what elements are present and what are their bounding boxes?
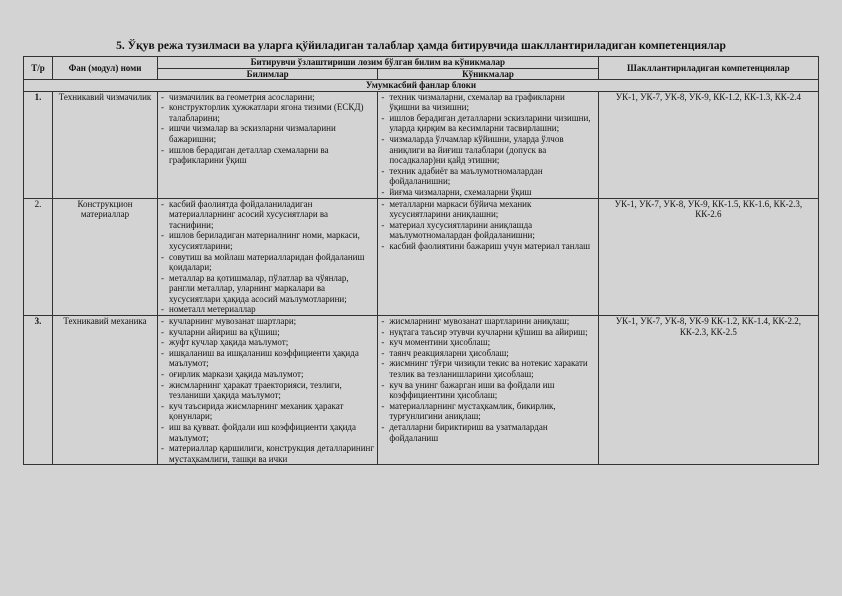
list-item: - жисмнинг тўғри чизиқли текис ва нотекис харакати тезлик ва тезланишларини ҳисоблаш; — [381, 358, 594, 379]
list-item: - ишқаланиш ва ишқаланиш коэффициенти ҳақида маълумот; — [161, 348, 374, 369]
table-row — [24, 91, 819, 198]
list-item: - материалларнинг мустаҳкамлик, бикирлик, турғунлигини аниқлаш; — [381, 401, 594, 422]
header-skills: Кўникмалар — [378, 68, 598, 80]
header-no: Т/р — [24, 57, 53, 80]
list-item: - конструкторлик ҳужжатлари ягона тизими (ЕСКД) талабларини; — [161, 102, 374, 123]
list-item: - куч моментини ҳисоблаш; — [381, 337, 594, 348]
list-item: - материал хусусиятларини аниқлашда маълумотномалардан фойдаланишни; — [381, 220, 594, 241]
knowledge-list — [161, 92, 374, 166]
competencies-cell: УК-1, УК-7, УК-8, УК-9, КК-1.5, КК-1.6, КК-2.3, КК-2.6 — [598, 198, 818, 316]
list-item: - металларни маркаси бўйича механик хусусиятларини аниқлашни; — [381, 199, 594, 220]
list-item: - касбий фаолиятини бажариш учун материал танлаш — [381, 241, 594, 252]
knowledge-list — [161, 316, 374, 464]
header-required: Битирувчи ўзлаштириши лозим бўлган билим ва кўникмалар — [158, 57, 599, 69]
skills-cell — [378, 198, 598, 316]
list-item: - ишлов берадиган деталларни эскизларини чизишни, уларда қирқим ва кесимларни тасвирлашни; — [381, 113, 594, 134]
skills-cell — [378, 91, 598, 198]
list-item: - материаллар қаршилиги, конструкция деталларининг мустаҳкамлиги, ташқи ва ички — [161, 443, 374, 464]
list-item: - жуфт кучлар ҳақида маълумот; — [161, 337, 374, 348]
list-item: - техник адабиёт ва маълумотномалардан фойдаланишни; — [381, 166, 594, 187]
knowledge-cell — [158, 198, 378, 316]
list-item: - ишчи чизмалар ва эскизларни чизмаларини бажаришни; — [161, 123, 374, 144]
header-subject: Фан (модул) номи — [53, 57, 158, 80]
knowledge-cell — [158, 91, 378, 198]
list-item: - куч таъсирида жисмларнинг механик ҳаракат қонунлари; — [161, 401, 374, 422]
knowledge-list — [161, 199, 374, 316]
list-item: - ишлов берадиган деталлар схемаларни ва графикларини ўқиш — [161, 145, 374, 166]
list-item: - ишлов бериладиган материалнинг номи, маркаси, хусусиятларини; — [161, 230, 374, 251]
header-knowledge: Билимлар — [158, 68, 378, 80]
table-row — [24, 316, 819, 465]
block-title: Умумкасбий фанлар блоки — [24, 80, 819, 92]
row-number: 2. — [24, 198, 53, 316]
subject-name: Конструкцион материаллар — [53, 198, 158, 316]
list-item: - нуқтага таъсир этувчи кучларни қўшиш ва айириш; — [381, 327, 594, 338]
header-competencies: Шакллантириладиган компетенциялар — [598, 57, 818, 80]
block-row — [24, 80, 819, 92]
list-item: - кучларни айириш ва қўшиш; — [161, 327, 374, 338]
list-item: - оғирлик маркази ҳақида маълумот; — [161, 369, 374, 380]
subject-name: Техникавий чизмачилик — [53, 91, 158, 198]
skills-list — [381, 92, 594, 198]
table-row — [24, 198, 819, 316]
list-item: - иш ва қувват. фойдали иш коэффициенти ҳақида маълумот; — [161, 422, 374, 443]
skills-list — [381, 316, 594, 443]
list-item: - жисмларнинг ҳаракат траекторияси, тезлиги, тезланиши ҳақида маълумот; — [161, 380, 374, 401]
list-item: - деталларни бириктириш ва узатмалардан фойдаланиш — [381, 422, 594, 443]
list-item: - кучларнинг мувозанат шартлари; — [161, 316, 374, 327]
list-item: - касбий фаолиятда фойдаланиладиган материалларнинг асосий хусусиятлари ва таснифини; — [161, 199, 374, 231]
list-item: - куч ва унинг бажарган иши ва фойдали иш коэффициентини ҳисоблаш; — [381, 380, 594, 401]
list-item: - нометалл метериаллар — [161, 304, 374, 315]
row-number: 1. — [24, 91, 53, 198]
list-item: - техник чизмаларни, схемалар ва графикларни ўқишни ва чизишни; — [381, 92, 594, 113]
header-row — [24, 57, 819, 69]
list-item: - чизмаларда ўлчамлар кўйишни, уларда ўлчов аниқлиги ва йиғиш талаблари (допуск ва посадкалар)ни қайд этишни; — [381, 134, 594, 166]
skills-list — [381, 199, 594, 252]
list-item: - таянч реакцияларни ҳисоблаш; — [381, 348, 594, 359]
knowledge-cell — [158, 316, 378, 465]
row-number: 3. — [24, 316, 53, 465]
list-item: - чизмачилик ва геометрия асосларини; — [161, 92, 374, 103]
competencies-cell: УК-1, УК-7, УК-8, УК-9, КК-1.2, КК-1.3, КК-2.4 — [598, 91, 818, 198]
skills-cell — [378, 316, 598, 465]
list-item: - йиғма чизмаларни, схемаларни ўқиш — [381, 187, 594, 198]
subject-name: Техникавий механика — [53, 316, 158, 465]
list-item: - металлар ва қотишмалар, пўлатлар ва чўянлар, рангли металлар, уларнинг маркалари ва хусусиятлари ҳақида асосий маълумотларини; — [161, 273, 374, 305]
list-item: - совутиш ва мойлаш материалларидан фойдаланиш қоидалари; — [161, 252, 374, 273]
page-title: 5. Ўқув режа тузилмаси ва уларга қўйиладиган талаблар ҳамда битирувчида шакллантириладиган компетенциялар — [116, 40, 726, 52]
competencies-cell: УК-1, УК-7, УК-8, УК-9 КК-1.2, КК-1.4, КК-2.2, КК-2.3, КК-2.5 — [598, 316, 818, 465]
curriculum-table — [23, 56, 819, 465]
list-item: - жисмларнинг мувозанат шартларини аниқлаш; — [381, 316, 594, 327]
